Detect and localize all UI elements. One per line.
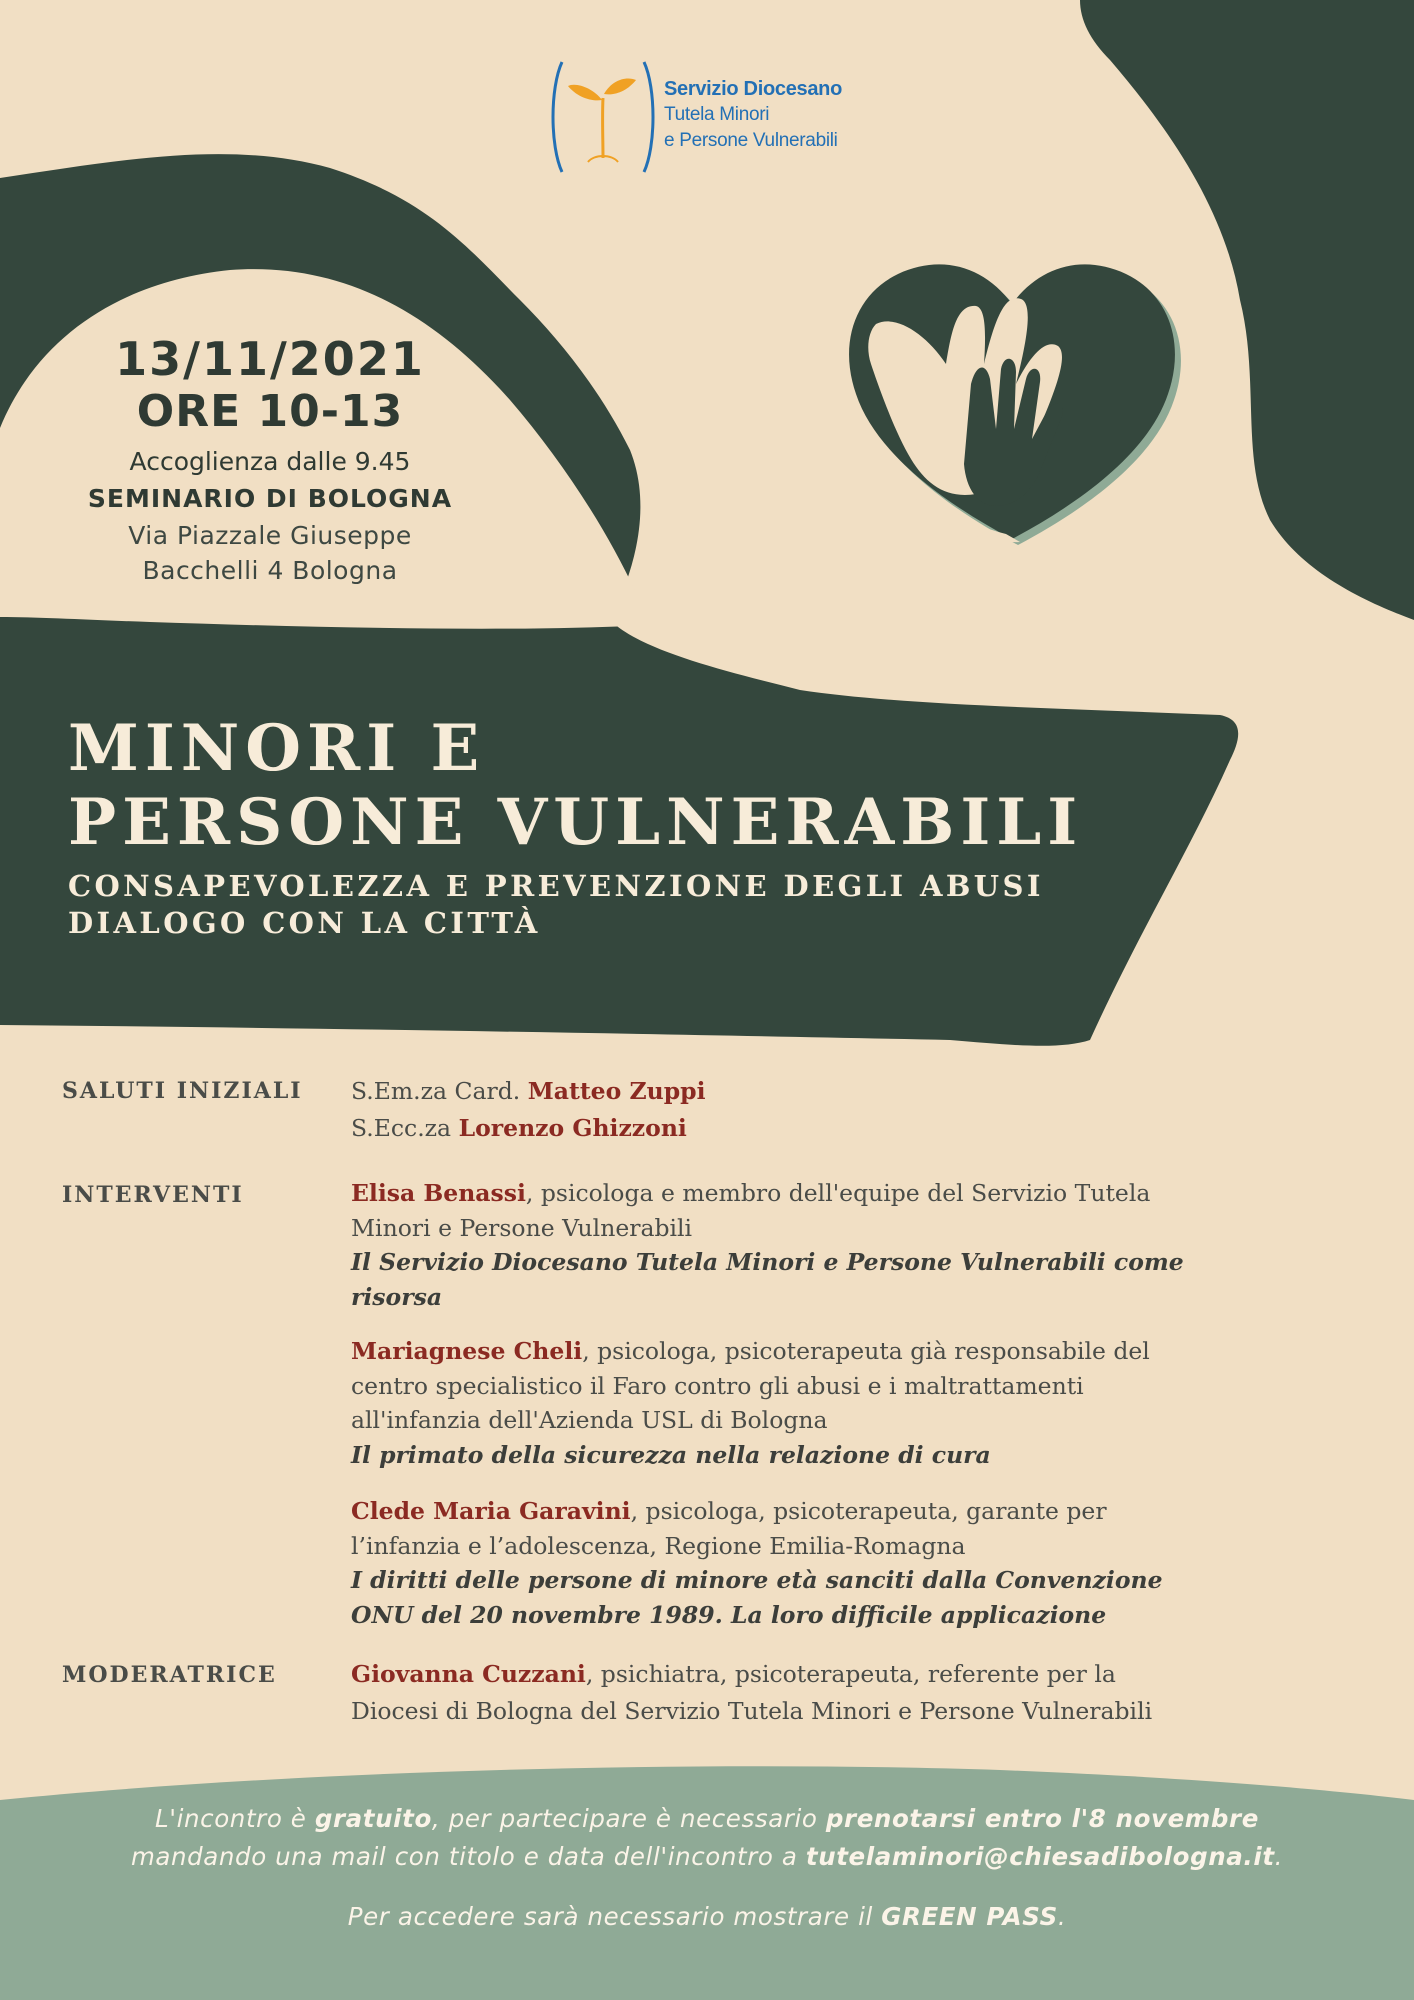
event-info xyxy=(60,332,480,588)
speaker-name: Elisa Benassi xyxy=(351,1179,526,1207)
footer-text: . xyxy=(1274,1842,1284,1871)
talk-title: I diritti delle persone di minore età sanciti dalla Convenzione xyxy=(351,1566,1163,1594)
event-address-line-2: Bacchelli 4 Bologna xyxy=(142,556,398,585)
logo-org-name: Servizio Diocesano xyxy=(664,78,842,100)
event-venue: SEMINARIO DI BOLOGNA xyxy=(87,484,453,513)
heart-hands-illustration xyxy=(849,264,1181,545)
footer-text: L'incontro è xyxy=(155,1804,315,1833)
greeting-line-1 xyxy=(351,1073,1351,1110)
title-line-2: PERSONE VULNERABILI xyxy=(68,785,1084,860)
moderator-role: , psichiatra, psicoterapeuta, referente per la xyxy=(585,1660,1116,1688)
speaker-entry xyxy=(351,1494,1351,1632)
organization-logo xyxy=(548,58,878,176)
moderator-role-cont: Diocesi di Bologna del Servizio Tutela Minori e Persone Vulnerabili xyxy=(351,1697,1153,1725)
event-welcome-time: Accoglienza dalle 9.45 xyxy=(129,447,411,476)
speaker-role-cont: Minori e Persone Vulnerabili xyxy=(351,1213,693,1242)
section-label-moderatrice: MODERATRICE xyxy=(62,1662,277,1688)
event-time: ORE 10-13 xyxy=(136,386,404,437)
speaker-name: Clede Maria Garavini xyxy=(351,1497,631,1525)
talk-title: Il primato della sicurezza nella relazione di cura xyxy=(351,1440,991,1469)
greeting-1-name: Matteo Zuppi xyxy=(527,1077,706,1105)
title-block xyxy=(68,712,1083,942)
footer-text: mandando una mail con titolo e data dell'incontro a xyxy=(130,1842,806,1871)
green-pass-label: GREEN PASS xyxy=(881,1902,1058,1931)
talk-title-cont: risorsa xyxy=(351,1282,443,1311)
section-label-saluti: SALUTI INIZIALI xyxy=(62,1078,303,1104)
speaker-entry xyxy=(351,1334,1351,1472)
speaker-role: , psicologa, psicoterapeuta già responsabile del xyxy=(582,1337,1150,1365)
footer-line-1 xyxy=(0,1800,1414,1838)
speaker-role-cont: centro specialistico il Faro contro gli abusi e i maltrattamenti xyxy=(351,1371,1084,1400)
speaker-role: , psicologa, psicoterapeuta, garante per xyxy=(630,1497,1107,1525)
sprout-logo-icon xyxy=(548,58,658,176)
footer-text: , per partecipare è necessario xyxy=(431,1804,826,1833)
section-label-interventi: INTERVENTI xyxy=(62,1182,244,1208)
event-address-line-1: Via Piazzale Giuseppe xyxy=(128,521,412,550)
title-line-1: MINORI E xyxy=(68,711,486,786)
speaker-role: , psicologa e membro dell'equipe del Servizio Tutela xyxy=(525,1179,1151,1207)
free-label: gratuito xyxy=(314,1804,432,1833)
footer-text: Per accedere sarà necessario mostrare il xyxy=(347,1902,882,1931)
footer-line-2 xyxy=(0,1838,1414,1876)
subtitle-line-1: CONSAPEVOLEZZA E PREVENZIONE DEGLI ABUSI xyxy=(68,869,1044,903)
greeting-1-title: S.Em.za Card. xyxy=(351,1077,521,1105)
moderator-entry xyxy=(351,1656,1351,1730)
footer-line-3 xyxy=(0,1898,1414,1936)
talk-title-cont: ONU del 20 novembre 1989. La loro difficile applicazione xyxy=(351,1600,1107,1629)
saluti-entry xyxy=(351,1073,1351,1147)
greeting-2-name: Lorenzo Ghizzoni xyxy=(458,1114,687,1142)
speaker-name: Mariagnese Cheli xyxy=(351,1337,583,1365)
talk-title: Il Servizio Diocesano Tutela Minori e Persone Vulnerabili come xyxy=(351,1248,1184,1276)
logo-subtitle-1: Tutela Minori xyxy=(664,104,770,125)
footer-text: . xyxy=(1057,1902,1067,1931)
speaker-role-cont: l’infanzia e l’adolescenza, Regione Emilia-Romagna xyxy=(351,1531,966,1560)
subtitle-line-2: DIALOGO CON LA CITTÀ xyxy=(68,906,541,940)
contact-email-link[interactable]: tutelaminori@chiesadibologna.it xyxy=(805,1842,1275,1871)
subtitle-block xyxy=(68,868,1083,942)
booking-deadline: prenotarsi entro l'8 novembre xyxy=(825,1804,1259,1833)
greeting-2-title: S.Ecc.za xyxy=(351,1114,452,1142)
greeting-line-2 xyxy=(351,1110,1351,1147)
moderator-name: Giovanna Cuzzani xyxy=(351,1660,586,1688)
footer-notice xyxy=(0,1800,1414,1936)
logo-subtitle-2: e Persone Vulnerabili xyxy=(664,130,838,151)
speaker-role-cont: all'infanzia dell'Azienda USL di Bologna xyxy=(351,1406,828,1434)
event-date: 13/11/2021 xyxy=(115,332,425,386)
speaker-entry xyxy=(351,1176,1351,1314)
